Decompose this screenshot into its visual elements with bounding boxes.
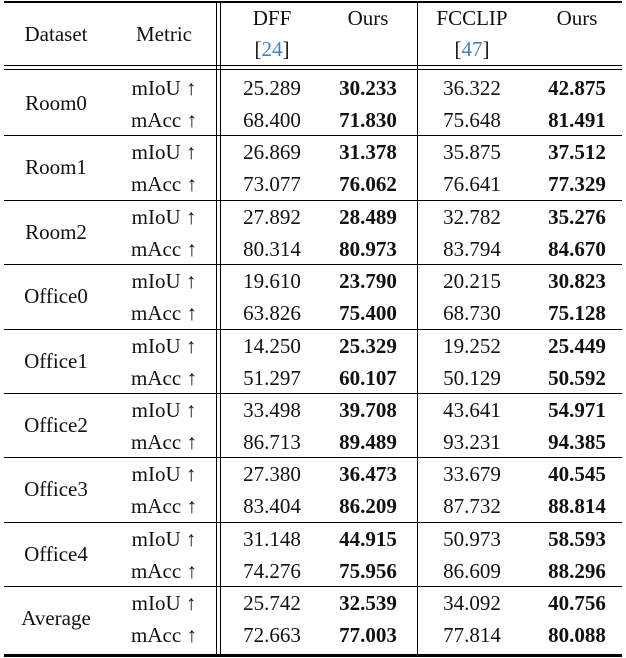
metric-macc-label: mAcc ↑ bbox=[131, 236, 197, 261]
metric-macc-label: mAcc ↑ bbox=[131, 430, 197, 454]
dataset-name: Room0 bbox=[25, 91, 87, 115]
header-dff: DFF bbox=[252, 6, 292, 30]
metric-miou-label: mIoU ↑ bbox=[131, 333, 197, 358]
metric-macc-label: mAcc ↑ bbox=[131, 301, 197, 326]
miou-value: 36.322 bbox=[443, 76, 501, 100]
miou-value: 19.610 bbox=[243, 269, 301, 294]
row-separator bbox=[4, 200, 622, 201]
miou-value: 27.892 bbox=[243, 204, 301, 229]
metric-macc-label: mAcc ↑ bbox=[131, 558, 197, 583]
miou-value: 33.679 bbox=[443, 462, 501, 487]
macc-value: 80.314 bbox=[243, 236, 301, 261]
miou-value: 58.593 bbox=[548, 526, 606, 551]
macc-value: 77.003 bbox=[339, 623, 397, 648]
macc-value: 50.129 bbox=[443, 365, 501, 390]
macc-value: 71.830 bbox=[339, 108, 397, 132]
miou-value: 32.782 bbox=[443, 204, 501, 229]
miou-value: 33.498 bbox=[243, 398, 301, 422]
metric-miou-label: mIoU ↑ bbox=[131, 526, 197, 551]
metric-miou-label: mIoU ↑ bbox=[131, 140, 197, 165]
row-separator bbox=[4, 264, 622, 265]
dataset-name: Office1 bbox=[24, 348, 88, 373]
miou-value: 34.092 bbox=[443, 591, 501, 616]
miou-value: 35.276 bbox=[548, 204, 606, 229]
macc-value: 93.231 bbox=[443, 430, 501, 454]
miou-value: 28.489 bbox=[339, 204, 397, 229]
metric-miou-label: mIoU ↑ bbox=[131, 269, 197, 294]
macc-value: 80.973 bbox=[339, 236, 397, 261]
dataset-name: Room1 bbox=[25, 155, 87, 180]
miou-value: 44.915 bbox=[339, 526, 397, 551]
macc-value: 80.088 bbox=[548, 623, 606, 648]
miou-value: 39.708 bbox=[339, 398, 397, 422]
miou-value: 20.215 bbox=[443, 269, 501, 294]
macc-value: 63.826 bbox=[243, 301, 301, 326]
metric-macc-label: mAcc ↑ bbox=[131, 494, 197, 519]
macc-value: 76.641 bbox=[443, 172, 501, 197]
macc-value: 74.276 bbox=[243, 558, 301, 583]
metric-macc-label: mAcc ↑ bbox=[131, 623, 197, 648]
macc-value: 75.648 bbox=[443, 108, 501, 132]
miou-value: 19.252 bbox=[443, 333, 501, 358]
dataset-name: Office0 bbox=[24, 284, 88, 309]
macc-value: 68.400 bbox=[243, 108, 301, 132]
miou-value: 32.539 bbox=[339, 591, 397, 616]
macc-value: 86.713 bbox=[243, 430, 301, 454]
macc-value: 87.732 bbox=[443, 494, 501, 519]
macc-value: 86.209 bbox=[339, 494, 397, 519]
macc-value: 75.956 bbox=[339, 558, 397, 583]
row-separator bbox=[4, 586, 622, 587]
miou-value: 40.756 bbox=[548, 591, 606, 616]
metric-macc-label: mAcc ↑ bbox=[131, 108, 197, 132]
miou-value: 25.329 bbox=[339, 333, 397, 358]
miou-value: 40.545 bbox=[548, 462, 606, 487]
miou-value: 30.823 bbox=[548, 269, 606, 294]
metric-miou-label: mIoU ↑ bbox=[131, 76, 197, 100]
dataset-name: Office2 bbox=[24, 413, 88, 437]
macc-value: 75.128 bbox=[548, 301, 606, 326]
macc-value: 86.609 bbox=[443, 558, 501, 583]
macc-value: 83.404 bbox=[243, 494, 301, 519]
miou-value: 36.473 bbox=[339, 462, 397, 487]
miou-value: 35.875 bbox=[443, 140, 501, 165]
dataset-name: Office4 bbox=[24, 541, 88, 566]
metric-miou-label: mIoU ↑ bbox=[131, 398, 197, 422]
miou-value: 14.250 bbox=[243, 333, 301, 358]
dataset-name: Room2 bbox=[25, 219, 87, 244]
row-separator bbox=[4, 329, 622, 330]
header-fcclip: FCCLIP bbox=[436, 6, 508, 30]
macc-value: 77.814 bbox=[443, 623, 501, 648]
miou-value: 27.380 bbox=[243, 462, 301, 487]
macc-value: 83.794 bbox=[443, 236, 501, 261]
row-separator bbox=[4, 135, 622, 136]
top-rule bbox=[4, 1, 622, 3]
miou-value: 31.148 bbox=[243, 526, 301, 551]
metric-miou-label: mIoU ↑ bbox=[131, 591, 197, 616]
row-separator bbox=[4, 522, 622, 523]
macc-value: 60.107 bbox=[339, 365, 397, 390]
macc-value: 84.670 bbox=[548, 236, 606, 261]
bottom-rule bbox=[4, 654, 622, 657]
miou-value: 23.790 bbox=[339, 269, 397, 294]
header-dff-citation: [24] bbox=[254, 37, 290, 61]
miou-value: 26.869 bbox=[243, 140, 301, 165]
macc-value: 88.296 bbox=[548, 558, 606, 583]
header-metric: Metric bbox=[136, 22, 192, 46]
macc-value: 72.663 bbox=[243, 623, 301, 648]
macc-value: 50.592 bbox=[548, 365, 606, 390]
miou-value: 54.971 bbox=[548, 398, 606, 422]
miou-value: 25.289 bbox=[243, 76, 301, 100]
header-dataset: Dataset bbox=[24, 22, 88, 46]
row-separator bbox=[4, 393, 622, 394]
row-separator bbox=[4, 457, 622, 458]
header-ours-2: Ours bbox=[556, 6, 598, 30]
macc-value: 88.814 bbox=[548, 494, 606, 519]
dataset-name: Average bbox=[21, 606, 91, 631]
metric-macc-label: mAcc ↑ bbox=[131, 365, 197, 390]
header-rule-1 bbox=[4, 65, 622, 66]
miou-value: 43.641 bbox=[443, 398, 501, 422]
macc-value: 51.297 bbox=[243, 365, 301, 390]
miou-value: 25.742 bbox=[243, 591, 301, 616]
macc-value: 76.062 bbox=[339, 172, 397, 197]
macc-value: 89.489 bbox=[339, 430, 397, 454]
metric-macc-label: mAcc ↑ bbox=[131, 172, 197, 197]
dataset-name: Office3 bbox=[24, 477, 88, 502]
miou-value: 30.233 bbox=[339, 76, 397, 100]
macc-value: 94.385 bbox=[548, 430, 606, 454]
miou-value: 50.973 bbox=[443, 526, 501, 551]
header-rule-2 bbox=[4, 69, 622, 70]
metric-miou-label: mIoU ↑ bbox=[131, 462, 197, 487]
citation-link[interactable]: 24 bbox=[261, 37, 283, 61]
macc-value: 75.400 bbox=[339, 301, 397, 326]
header-ours-1: Ours bbox=[347, 6, 389, 30]
metric-miou-label: mIoU ↑ bbox=[131, 204, 197, 229]
header-fcclip-citation: [47] bbox=[454, 37, 490, 61]
miou-value: 31.378 bbox=[339, 140, 397, 165]
citation-link[interactable]: 47 bbox=[461, 37, 483, 61]
macc-value: 81.491 bbox=[548, 108, 606, 132]
miou-value: 25.449 bbox=[548, 333, 606, 358]
miou-value: 37.512 bbox=[548, 140, 606, 165]
miou-value: 42.875 bbox=[548, 76, 606, 100]
macc-value: 77.329 bbox=[548, 172, 606, 197]
macc-value: 73.077 bbox=[243, 172, 301, 197]
macc-value: 68.730 bbox=[443, 301, 501, 326]
